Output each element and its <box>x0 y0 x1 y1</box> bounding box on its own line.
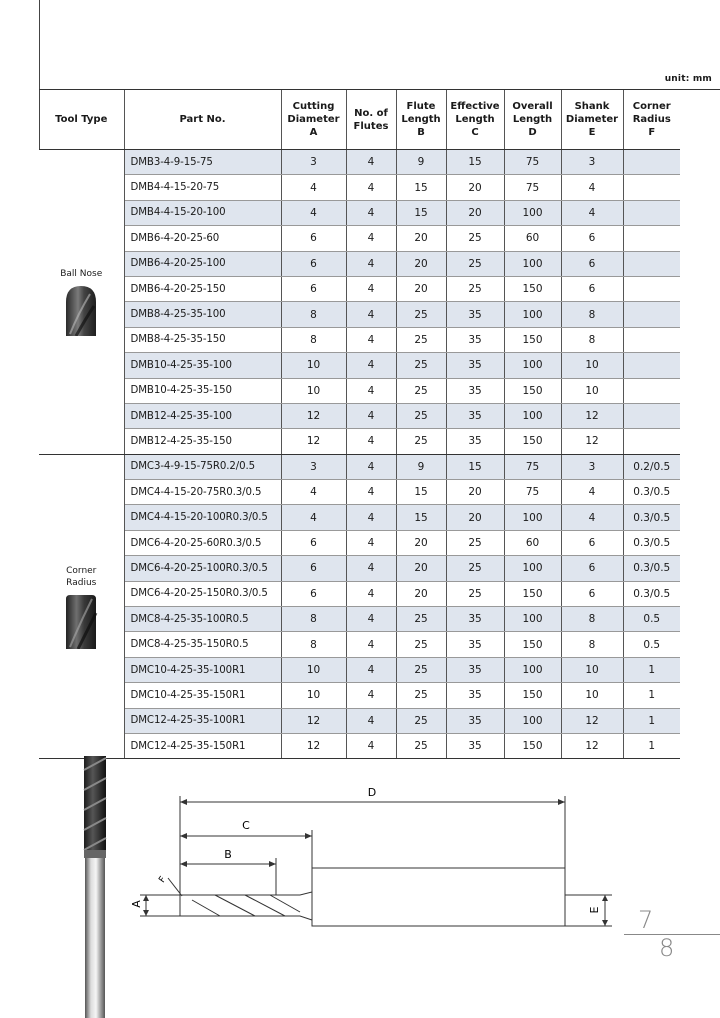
flutes-cell: 4 <box>346 581 396 606</box>
corner-radius-tool-icon <box>60 593 102 649</box>
part-number-cell: DMB6-4-20-25-100 <box>124 251 281 276</box>
flutes-cell: 4 <box>346 378 396 403</box>
part-number-cell: DMC10-4-25-35-100R1 <box>124 657 281 682</box>
part-number-cell: DMB3-4-9-15-75 <box>124 150 281 175</box>
overall-length-cell: 100 <box>504 556 561 581</box>
shank-diameter-cell: 3 <box>561 454 623 479</box>
effective-length-cell: 35 <box>446 733 504 758</box>
flute-length-cell: 25 <box>396 607 446 632</box>
corner-radius-cell <box>623 226 680 251</box>
corner-radius-cell: 0.3/0.5 <box>623 480 680 505</box>
cutting-diameter-cell: 8 <box>281 302 346 327</box>
tool-type-label: Ball Nose <box>60 268 103 279</box>
table-row <box>39 505 680 530</box>
shank-diameter-cell: 6 <box>561 530 623 555</box>
flute-length-cell: 25 <box>396 708 446 733</box>
flute-length-cell: 25 <box>396 302 446 327</box>
shank-diameter-cell: 6 <box>561 581 623 606</box>
shank-diameter-cell: 6 <box>561 226 623 251</box>
overall-length-cell: 100 <box>504 302 561 327</box>
corner-radius-cell: 1 <box>623 708 680 733</box>
header-part-no: Part No. <box>124 90 281 150</box>
effective-length-cell: 35 <box>446 327 504 352</box>
effective-length-cell: 15 <box>446 454 504 479</box>
part-number-cell: DMB4-4-15-20-75 <box>124 175 281 200</box>
cutting-diameter-cell: 10 <box>281 378 346 403</box>
flutes-cell: 4 <box>346 556 396 581</box>
table-row <box>39 378 680 403</box>
flute-length-cell: 15 <box>396 200 446 225</box>
flutes-cell: 4 <box>346 150 396 175</box>
table-row <box>39 327 680 352</box>
flute-length-cell: 25 <box>396 327 446 352</box>
effective-length-cell: 35 <box>446 708 504 733</box>
corner-radius-cell: 1 <box>623 733 680 758</box>
shank-diameter-cell: 3 <box>561 150 623 175</box>
tool-type-label: Corner <box>66 565 97 576</box>
table-row <box>39 556 680 581</box>
dim-f-label: F <box>157 875 169 885</box>
header-flutes: No. of Flutes <box>346 90 396 150</box>
header-corner-radius: Corner Radius F <box>623 90 680 150</box>
overall-length-cell: 100 <box>504 403 561 428</box>
table-row <box>39 657 680 682</box>
corner-radius-cell: 0.2/0.5 <box>623 454 680 479</box>
part-number-cell: DMB12-4-25-35-150 <box>124 429 281 454</box>
flutes-cell: 4 <box>346 632 396 657</box>
table-row <box>39 175 680 200</box>
table-row <box>39 353 680 378</box>
effective-length-cell: 25 <box>446 530 504 555</box>
part-number-cell: DMB4-4-15-20-100 <box>124 200 281 225</box>
corner-radius-cell <box>623 251 680 276</box>
shank-diameter-cell: 4 <box>561 480 623 505</box>
flute-length-cell: 15 <box>396 505 446 530</box>
effective-length-cell: 20 <box>446 480 504 505</box>
flutes-cell: 4 <box>346 276 396 301</box>
cutting-diameter-cell: 12 <box>281 429 346 454</box>
effective-length-cell: 35 <box>446 632 504 657</box>
part-number-cell: DMC4-4-15-20-75R0.3/0.5 <box>124 480 281 505</box>
part-number-cell: DMC4-4-15-20-100R0.3/0.5 <box>124 505 281 530</box>
ball-nose-tool-icon <box>60 284 102 336</box>
cutting-diameter-cell: 10 <box>281 657 346 682</box>
header-row <box>39 90 680 150</box>
table-row <box>39 226 680 251</box>
corner-radius-cell <box>623 429 680 454</box>
cutting-diameter-cell: 8 <box>281 607 346 632</box>
flutes-cell: 4 <box>346 429 396 454</box>
flute-length-cell: 9 <box>396 454 446 479</box>
part-number-cell: DMB8-4-25-35-100 <box>124 302 281 327</box>
overall-length-cell: 100 <box>504 505 561 530</box>
overall-length-cell: 75 <box>504 175 561 200</box>
overall-length-cell: 60 <box>504 530 561 555</box>
overall-length-cell: 100 <box>504 607 561 632</box>
shank-diameter-cell: 8 <box>561 607 623 632</box>
cutting-diameter-cell: 3 <box>281 454 346 479</box>
effective-length-cell: 25 <box>446 226 504 251</box>
overall-length-cell: 100 <box>504 708 561 733</box>
part-number-cell: DMC12-4-25-35-150R1 <box>124 733 281 758</box>
table-row <box>39 200 680 225</box>
overall-length-cell: 75 <box>504 454 561 479</box>
corner-radius-cell: 1 <box>623 683 680 708</box>
header-shank-diameter: Shank Diameter E <box>561 90 623 150</box>
flutes-cell: 4 <box>346 683 396 708</box>
part-number-cell: DMB6-4-20-25-60 <box>124 226 281 251</box>
overall-length-cell: 150 <box>504 276 561 301</box>
shank-diameter-cell: 8 <box>561 632 623 657</box>
flutes-cell: 4 <box>346 657 396 682</box>
effective-length-cell: 25 <box>446 276 504 301</box>
part-number-cell: DMC8-4-25-35-100R0.5 <box>124 607 281 632</box>
part-number-cell: DMC8-4-25-35-150R0.5 <box>124 632 281 657</box>
overall-length-cell: 150 <box>504 581 561 606</box>
cutting-diameter-cell: 6 <box>281 276 346 301</box>
part-number-cell: DMB12-4-25-35-100 <box>124 403 281 428</box>
flutes-cell: 4 <box>346 403 396 428</box>
unit-label: unit: mm <box>664 74 712 84</box>
corner-radius-cell <box>623 276 680 301</box>
effective-length-cell: 35 <box>446 353 504 378</box>
part-number-cell: DMC10-4-25-35-150R1 <box>124 683 281 708</box>
corner-radius-cell: 0.3/0.5 <box>623 556 680 581</box>
spec-table <box>39 90 680 759</box>
part-number-cell: DMB6-4-20-25-150 <box>124 276 281 301</box>
flute-length-cell: 20 <box>396 556 446 581</box>
part-number-cell: DMB8-4-25-35-150 <box>124 327 281 352</box>
cutting-diameter-cell: 4 <box>281 505 346 530</box>
corner-radius-cell <box>623 200 680 225</box>
corner-radius-cell: 0.3/0.5 <box>623 581 680 606</box>
flute-length-cell: 25 <box>396 733 446 758</box>
shank-diameter-cell: 8 <box>561 302 623 327</box>
overall-length-cell: 75 <box>504 480 561 505</box>
shank-diameter-cell: 4 <box>561 175 623 200</box>
overall-length-cell: 150 <box>504 327 561 352</box>
effective-length-cell: 35 <box>446 302 504 327</box>
shank-diameter-cell: 12 <box>561 733 623 758</box>
flutes-cell: 4 <box>346 200 396 225</box>
flute-length-cell: 25 <box>396 403 446 428</box>
flutes-cell: 4 <box>346 251 396 276</box>
table-row <box>39 581 680 606</box>
header-effective-length: Effective Length C <box>446 90 504 150</box>
part-number-cell: DMC12-4-25-35-100R1 <box>124 708 281 733</box>
overall-length-cell: 75 <box>504 150 561 175</box>
flute-length-cell: 25 <box>396 683 446 708</box>
flutes-cell: 4 <box>346 327 396 352</box>
cutting-diameter-cell: 4 <box>281 175 346 200</box>
dim-d-label: D <box>367 786 377 799</box>
flute-length-cell: 15 <box>396 175 446 200</box>
overall-length-cell: 100 <box>504 251 561 276</box>
table-row <box>39 302 680 327</box>
table-row <box>39 607 680 632</box>
shank-diameter-cell: 6 <box>561 276 623 301</box>
flutes-cell: 4 <box>346 530 396 555</box>
end-mill-diagram <box>0 740 720 1018</box>
overall-length-cell: 60 <box>504 226 561 251</box>
header-flute-length: Flute Length B <box>396 90 446 150</box>
part-number-cell: DMC3-4-9-15-75R0.2/0.5 <box>124 454 281 479</box>
flute-length-cell: 20 <box>396 530 446 555</box>
effective-length-cell: 35 <box>446 607 504 632</box>
overall-length-cell: 150 <box>504 683 561 708</box>
flutes-cell: 4 <box>346 302 396 327</box>
effective-length-cell: 25 <box>446 251 504 276</box>
cutting-diameter-cell: 8 <box>281 632 346 657</box>
tool-type-cell <box>39 454 124 759</box>
table-row <box>39 683 680 708</box>
table-row <box>39 530 680 555</box>
flute-length-cell: 20 <box>396 581 446 606</box>
table-row <box>39 276 680 301</box>
page-number-left: 7 <box>638 906 654 934</box>
effective-length-cell: 35 <box>446 378 504 403</box>
corner-radius-cell: 0.3/0.5 <box>623 505 680 530</box>
flutes-cell: 4 <box>346 733 396 758</box>
table-row <box>39 429 680 454</box>
cutting-diameter-cell: 6 <box>281 581 346 606</box>
corner-radius-cell <box>623 378 680 403</box>
corner-radius-cell: 0.5 <box>623 632 680 657</box>
shank-diameter-cell: 10 <box>561 378 623 403</box>
corner-radius-cell: 0.3/0.5 <box>623 530 680 555</box>
flute-length-cell: 20 <box>396 251 446 276</box>
cutting-diameter-cell: 4 <box>281 200 346 225</box>
header-tool-type: Tool Type <box>39 90 124 150</box>
overall-length-cell: 100 <box>504 657 561 682</box>
effective-length-cell: 25 <box>446 581 504 606</box>
effective-length-cell: 35 <box>446 657 504 682</box>
flute-length-cell: 9 <box>396 150 446 175</box>
overall-length-cell: 150 <box>504 378 561 403</box>
flute-length-cell: 25 <box>396 632 446 657</box>
part-number-cell: DMB10-4-25-35-100 <box>124 353 281 378</box>
cutting-diameter-cell: 6 <box>281 530 346 555</box>
flute-length-cell: 25 <box>396 429 446 454</box>
corner-radius-cell <box>623 327 680 352</box>
flutes-cell: 4 <box>346 454 396 479</box>
overall-length-cell: 150 <box>504 429 561 454</box>
overall-length-cell: 100 <box>504 353 561 378</box>
shank-diameter-cell: 6 <box>561 556 623 581</box>
part-number-cell: DMC6-4-20-25-100R0.3/0.5 <box>124 556 281 581</box>
effective-length-cell: 15 <box>446 150 504 175</box>
overall-length-cell: 150 <box>504 632 561 657</box>
flute-length-cell: 25 <box>396 378 446 403</box>
cutting-diameter-cell: 6 <box>281 556 346 581</box>
part-number-cell: DMB10-4-25-35-150 <box>124 378 281 403</box>
header-overall-length: Overall Length D <box>504 90 561 150</box>
effective-length-cell: 35 <box>446 429 504 454</box>
effective-length-cell: 25 <box>446 556 504 581</box>
cutting-diameter-cell: 12 <box>281 708 346 733</box>
shank-diameter-cell: 4 <box>561 505 623 530</box>
flutes-cell: 4 <box>346 505 396 530</box>
effective-length-cell: 20 <box>446 200 504 225</box>
part-number-cell: DMC6-4-20-25-60R0.3/0.5 <box>124 530 281 555</box>
table-row <box>39 480 680 505</box>
part-number-cell: DMC6-4-20-25-150R0.3/0.5 <box>124 581 281 606</box>
tool-type-cell <box>39 150 124 455</box>
table-row <box>39 150 680 175</box>
corner-radius-cell: 0.5 <box>623 607 680 632</box>
dim-e-label: E <box>588 906 601 914</box>
shank-diameter-cell: 10 <box>561 353 623 378</box>
flutes-cell: 4 <box>346 607 396 632</box>
table-row <box>39 454 680 479</box>
table-row <box>39 632 680 657</box>
flutes-cell: 4 <box>346 353 396 378</box>
table-row <box>39 708 680 733</box>
page-number-right: 8 <box>659 934 675 962</box>
shank-diameter-cell: 10 <box>561 683 623 708</box>
cutting-diameter-cell: 8 <box>281 327 346 352</box>
shank-diameter-cell: 10 <box>561 657 623 682</box>
shank-diameter-cell: 8 <box>561 327 623 352</box>
cutting-diameter-cell: 10 <box>281 353 346 378</box>
flute-length-cell: 20 <box>396 226 446 251</box>
tool-type-label: Radius <box>66 577 97 588</box>
corner-radius-cell <box>623 302 680 327</box>
dim-a-label: A <box>130 900 143 908</box>
header-cutting-diameter: Cutting Diameter A <box>281 90 346 150</box>
overall-length-cell: 100 <box>504 200 561 225</box>
cutting-diameter-cell: 12 <box>281 403 346 428</box>
table-row <box>39 403 680 428</box>
flute-length-cell: 15 <box>396 480 446 505</box>
corner-radius-cell <box>623 175 680 200</box>
flute-length-cell: 20 <box>396 276 446 301</box>
overall-length-cell: 150 <box>504 733 561 758</box>
flutes-cell: 4 <box>346 480 396 505</box>
shank-diameter-cell: 4 <box>561 200 623 225</box>
dim-b-label: B <box>224 848 232 861</box>
cutting-diameter-cell: 6 <box>281 226 346 251</box>
effective-length-cell: 35 <box>446 403 504 428</box>
flutes-cell: 4 <box>346 175 396 200</box>
flute-length-cell: 25 <box>396 353 446 378</box>
shank-diameter-cell: 12 <box>561 403 623 428</box>
cutting-diameter-cell: 6 <box>281 251 346 276</box>
effective-length-cell: 20 <box>446 505 504 530</box>
effective-length-cell: 35 <box>446 683 504 708</box>
shank-diameter-cell: 12 <box>561 708 623 733</box>
tool-photo <box>84 756 106 1018</box>
shank-diameter-cell: 12 <box>561 429 623 454</box>
corner-radius-cell <box>623 403 680 428</box>
flutes-cell: 4 <box>346 708 396 733</box>
flute-length-cell: 25 <box>396 657 446 682</box>
flutes-cell: 4 <box>346 226 396 251</box>
corner-radius-cell: 1 <box>623 657 680 682</box>
corner-radius-cell <box>623 353 680 378</box>
dim-c-label: C <box>242 819 250 832</box>
effective-length-cell: 20 <box>446 175 504 200</box>
cutting-diameter-cell: 12 <box>281 733 346 758</box>
cutting-diameter-cell: 10 <box>281 683 346 708</box>
corner-radius-cell <box>623 150 680 175</box>
table-row <box>39 251 680 276</box>
shank-diameter-cell: 6 <box>561 251 623 276</box>
cutting-diameter-cell: 4 <box>281 480 346 505</box>
cutting-diameter-cell: 3 <box>281 150 346 175</box>
